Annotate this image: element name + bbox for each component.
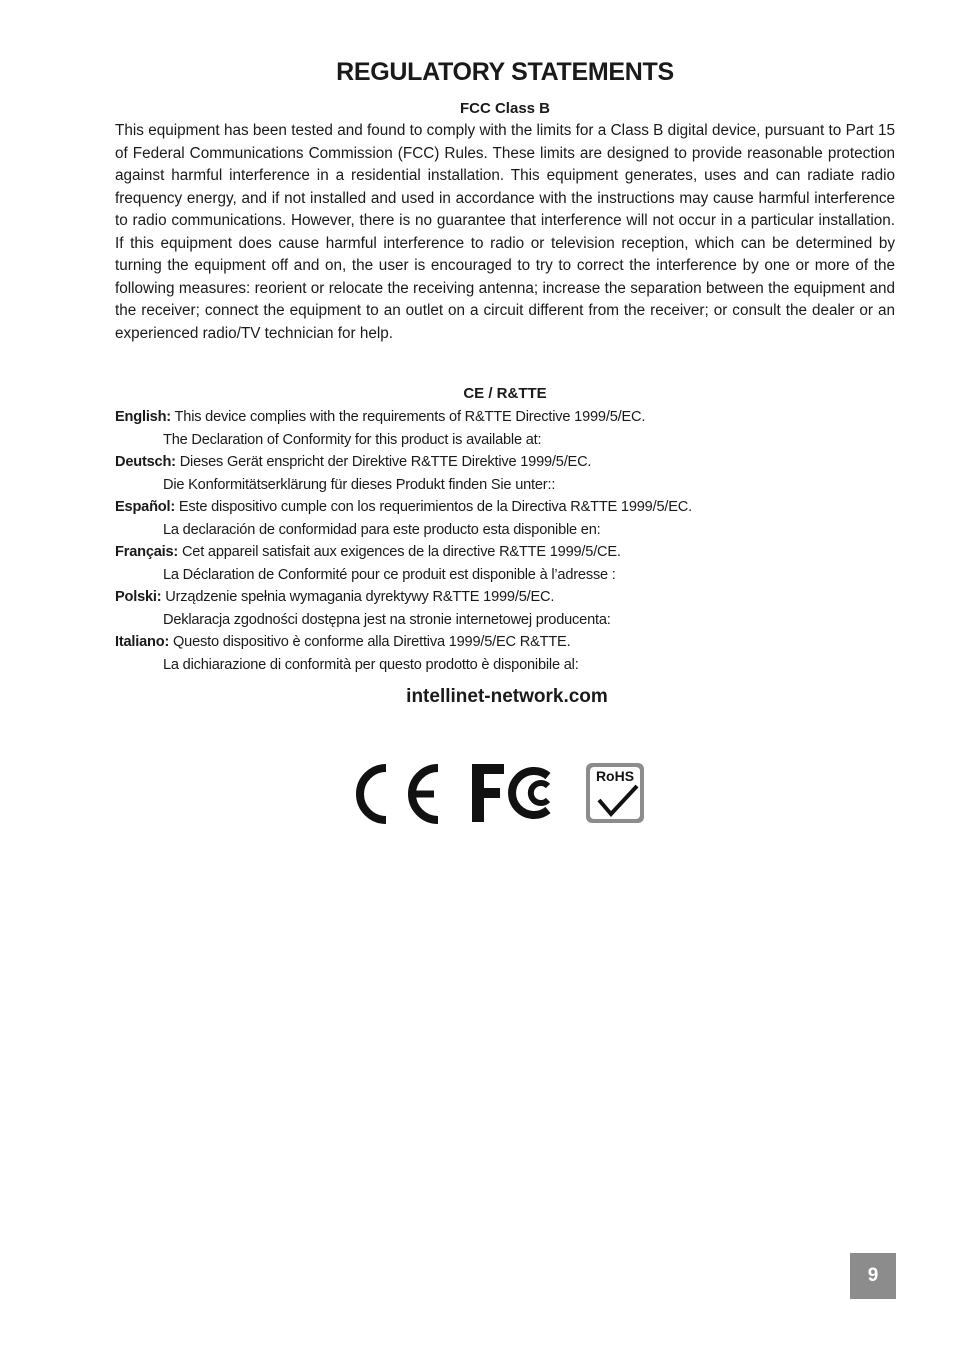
lang-label: Italiano: — [115, 634, 170, 650]
fcc-heading: FCC Class B — [459, 100, 551, 117]
lang-polski — [115, 586, 915, 609]
lang-label: Français: — [115, 544, 179, 560]
rohs-check-icon — [585, 762, 645, 824]
lang-francais — [115, 541, 915, 564]
fcc-statement: This equipment has been tested and found to comply with the limits for a Class B digital device, pursuant to Part 15 of Federal Communications Commission (FCC) Rules. These limits are designed to provide reasonable protection against harmful interference in a residential installation. This equipment generates, uses and can radiate radio frequency energy, and if not installed and used in accordance with the instructions may cause harmful interference to radio communications. However, there is no guarantee that interference will not occur in a particular installation. If this equipment does cause harmful interference to radio or television reception, which can be determined by turning the equipment off and on, the user is encouraged to try to correct the interference by one or more of the following measures: reorient or relocate the receiving antenna; increase the separation between the equipment and the receiver; connect the equipment to an outlet on a circuit different from the receiver; or consult the dealer or an experienced radio/TV technician for help. — [115, 122, 895, 342]
fcc-logo-icon — [470, 762, 560, 824]
lang-espanol — [115, 496, 915, 519]
lang-label: English: — [115, 409, 171, 425]
lang-statement: Urządzenie spełnia wymagania dyrektywy R&TTE 1999/5/EC. — [161, 589, 555, 605]
lang-declaration: The Declaration of Conformity for this product is available at: — [163, 431, 542, 448]
page-number-badge: 9 — [850, 1253, 896, 1299]
ce-heading: CE / R&TTE — [463, 385, 547, 402]
lang-label: Polski: — [115, 589, 162, 605]
lang-declaration: La declaración de conformidad para este producto esta disponible en: — [163, 521, 601, 538]
lang-italiano — [115, 631, 915, 654]
lang-statement: Cet appareil satisfait aux exigences de la directive R&TTE 1999/5/CE. — [178, 544, 621, 560]
lang-declaration: La Déclaration de Conformité pour ce produit est disponible à l’adresse : — [163, 566, 616, 583]
lang-statement: This device complies with the requirements of R&TTE Directive 1999/5/EC. — [170, 409, 646, 425]
lang-declaration: La dichiarazione di conformità per questo prodotto è disponibile al: — [163, 656, 579, 673]
lang-statement: Dieses Gerät enspricht der Direktive R&TTE Direktive 1999/5/EC. — [175, 454, 592, 470]
ce-mark-icon — [350, 760, 442, 828]
lang-english — [115, 406, 915, 429]
rohs-label: RoHS — [595, 768, 635, 784]
lang-deutsch — [115, 451, 915, 474]
lang-declaration: Die Konformitätserklärung für dieses Produkt finden Sie unter:: — [163, 476, 556, 493]
lang-statement: Este dispositivo cumple con los requerimientos de la Directiva R&TTE 1999/5/EC. — [175, 499, 692, 515]
lang-statement: Questo dispositivo è conforme alla Direttiva 1999/5/EC R&TTE. — [169, 634, 571, 650]
page-title: REGULATORY STATEMENTS — [336, 58, 674, 86]
ce-language-list — [115, 406, 915, 676]
lang-label: Deutsch: — [115, 454, 176, 470]
lang-label: Español: — [115, 499, 176, 515]
lang-declaration: Deklaracja zgodności dostępna jest na stronie internetowej producenta: — [163, 611, 611, 628]
website-link[interactable]: intellinet-network.com — [406, 686, 608, 707]
